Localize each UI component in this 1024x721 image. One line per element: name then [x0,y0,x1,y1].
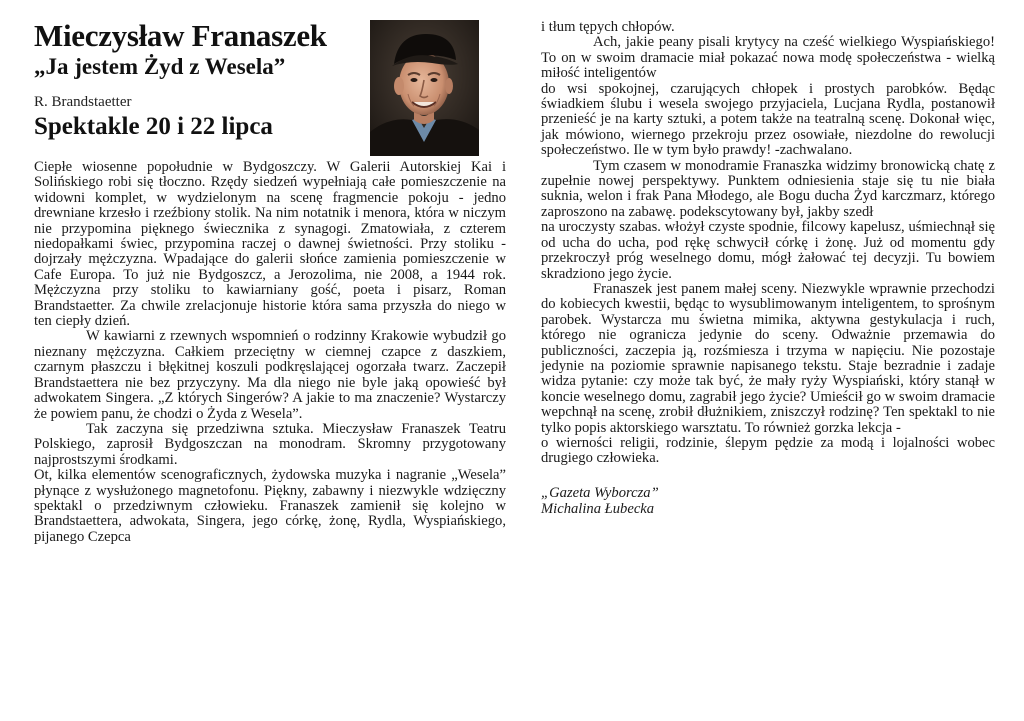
journalist-name: Michalina Łubecka [541,500,655,517]
article-title: Mieczysław Franaszek [34,18,327,53]
portrait-photo-icon [370,20,479,156]
right-body-text [541,20,995,467]
paragraph: Tak zaczyna się przedziwna sztuka. Mieczysław Franaszek Teatru Polskiego, zaprosił Bydgoszczan na monodram. Skromny przygotowany najprostszymi środkami. [34,420,506,468]
portrait-illustration [370,20,479,156]
publication-name: „Gazeta Wyborcza” [541,484,659,501]
paragraph: na uroczysty szabas. włożył czyste spodnie, filcowy kapelusz, uśmiechnął się od ucha do ucha, pod rękę schwycił córkę i żonę. Już od momentu gdy przekroczył próg weselnego domu, mógł żałować tej decyzji. Tu bowiem skradziono jego życie. [541,219,995,282]
paragraph: Franaszek jest panem małej sceny. Niezwykle wprawnie przechodzi do kobiecych kwestii, będąc to wysublimowanym inteligentem, to sprośnym parobek. Wystarcza mu świetna mimika, aktywna gestykulacja i ruch, którego nie ogranicza jedynie do sceny. Odważnie przemawia do publiczności, zaczepia ją, rozśmiesza i trzyma w napięciu. Nie pozostaje jedynie na poziomie sprawnie napisanego tekstu. Staje bezradnie i zadaje widza pytanie: czy może tak być, że mały ryży Wyspiański, który stanął w koncie weselnego domu, zagrabił jego życie? Umieścił go w swoim dramacie wepchnął na scenę, zrobił dłużnikiem, zniszczył rodzinę? Ten spektakl to nie tylko popis aktorskiego warsztatu. To również gorzka lekcja - [541,280,995,436]
paragraph: W kawiarni z rzewnych wspomnień o rodzinny Krakowie wybudził go nieznany mężczyzna. Całkiem przeciętny w ciemnej czapce z daszkiem, czarnym płaszczu i błękitnej koszuli podkręslającej ogorzała twarz. Zaczepił Brandstaettera nie bez przyczyny. Ma dla niego nie byle jaką opowieść był adwokatem Singera. „Z których Singerów? A jakie to ma znaczenie? Wystarczy że powiem panu, że chodzi o Żyda z Wesela”. [34,328,506,422]
paragraph: i tłum tępych chłopów. [541,19,675,35]
left-column [34,20,506,545]
paragraph: Ach, jakie peany pisali krytycy na cześć wielkiego Wyspiańskiego! To on w swoim dramacie miał pokazać nowa modę społeczeństwa - wielką miłość inteligentów [541,34,995,82]
paragraph: do wsi spokojnej, czarujących chłopek i prostych parobków. Będąc świadkiem ślubu i wesela swojego przyjaciela, Lucjana Rydla, postanowił przenieść je na karty sztuki, a potem także na teatralną scenę. Dokonał więc, jak mówiono, wiernego przekroju przez osowiałe, niezdolne do rewolucji społeczeństwo. Ile w tym było prawdy! -zachwalano. [541,80,995,159]
play-title: „Ja jestem Żyd z Wesela” [34,54,286,79]
right-column [541,20,995,517]
article-header [34,20,506,160]
paragraph: o wierności religii, rodzinie, ślepym pędzie za modą i lojalności wobec drugiego człowieka. [541,434,995,467]
paragraph: Ciepłe wiosenne popołudnie w Bydgoszczy. W Galerii Autorskiej Kai i Solińskiego robi się tłoczno. Rzędy siedzeń wypełniają całe pomieszczenie na widowni komplet, w wydzielonym na scenę fragmencie pokoju - jedno drewniane krzesło i rzeźbiony stolik. Na nim notatnik i menora, która w niczym nie przypomina pięknego świecznika z synagogi. Zmatowiała, z czterem niedopałkami świec, przypomina raczej o dawnej świetności. Przy stoliku - dojrzały mężczyzna. Wpadające do galerii słońce zamienia pomieszczenie w Cafe Europa. To już nie Bydgoszcz, a Jerozolima, nie 2008, a 1944 rok. Mężczyzna przy stoliku to kawiarniany gość, poeta i pisarz, Roman Brandstaetter. Za chwile zrelacjonuje historie która sama przyszła do niego w ten ciepły dzień. [34,159,506,330]
paragraph: Ot, kilka elementów scenograficznych, żydowska muzyka i nagranie „Wesela” płynące z wysłużonego magnetofonu. Piękny, zabawny i niezwykle wdzięczny spektakl o przedziwnym człowieku. Franaszek zamienił się kolejno w Brandstaettera, adwokata, Singera, jego córkę, żonę, Rydla, Wyspiańskiego, pijanego Czepca [34,467,506,545]
left-body-text [34,160,506,545]
play-author: R. Brandstaetter [34,94,132,110]
paragraph: Tym czasem w monodramie Franaszka widzimy bronowicką chatę z zupełnie nowej perspektywy. Punktem odniesienia staje się tu nie biała suknia, welon i frak Pana Młodego, ale Bogu ducha Żyd karczmarz, którego zaproszono na zabawę. podekscytowany był, jakby szedł [541,157,995,220]
article-source [541,485,995,517]
performance-dates: Spektakle 20 i 22 lipca [34,113,273,140]
